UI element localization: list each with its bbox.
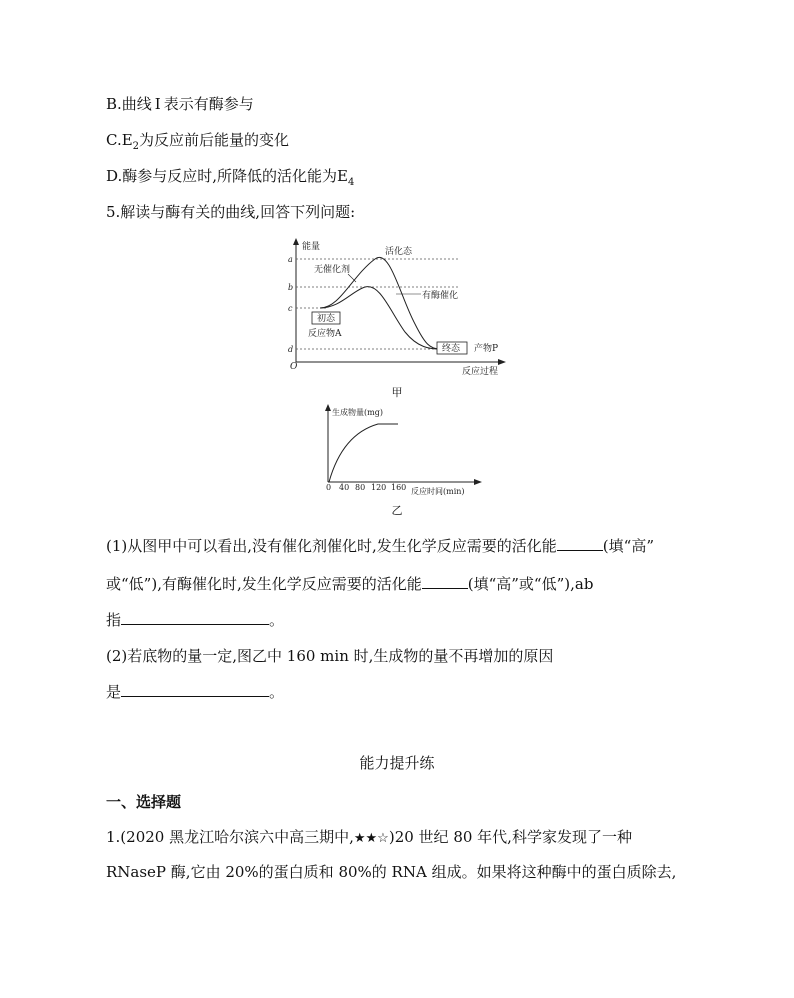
answer-blank-4[interactable] bbox=[121, 682, 269, 697]
difficulty-stars: ★★☆ bbox=[353, 831, 389, 846]
label-active: 活化态 bbox=[385, 247, 413, 257]
question-1-line2: 或“低”),有酶催化时,发生化学反应需要的活化能 (填“高”或“低”),ab bbox=[106, 575, 594, 593]
answer-blank-1[interactable] bbox=[557, 536, 603, 551]
label-enzyme: 有酶催化 bbox=[422, 291, 459, 301]
roman-numeral: Ⅰ bbox=[154, 95, 161, 113]
product-time-chart bbox=[318, 402, 488, 496]
answer-blank-3[interactable] bbox=[121, 610, 269, 625]
x-axis-arrow bbox=[474, 479, 482, 485]
level-d: d bbox=[288, 345, 294, 354]
caption-jia: 甲 bbox=[391, 386, 403, 399]
y-axis-label: 能量 bbox=[302, 242, 321, 252]
option-d: D.酶参与反应时,所降低的活化能为$E_4$ bbox=[106, 167, 355, 188]
x-tick-160: 160 bbox=[391, 483, 407, 492]
label-no-catalyst: 无催化剂 bbox=[314, 265, 351, 275]
option-b: B.曲线 Ⅰ 表示有酶参与 bbox=[106, 95, 254, 113]
x-axis-label: 反应时间(min) bbox=[411, 487, 465, 496]
y-axis-arrow bbox=[325, 404, 331, 411]
question-2-line2: 是 。 bbox=[106, 683, 285, 701]
x-tick-40: 40 bbox=[339, 483, 350, 492]
question-5: 5.解读与酶有关的曲线,回答下列问题: bbox=[106, 203, 356, 221]
label-initial: 初态 bbox=[317, 314, 336, 324]
question-1-line3: 指 。 bbox=[106, 611, 285, 629]
x-tick-120: 120 bbox=[371, 483, 387, 492]
problem-1-line1: 1.(2020 黑龙江哈尔滨六中高三期中,★★☆)20 世纪 80 年代,科学家发现了一种 bbox=[106, 828, 632, 846]
problem-1-line2: RNaseP 酶,它由 20%的蛋白质和 80%的 RNA 组成。如果将这种酶中的蛋白质除去, bbox=[106, 863, 677, 881]
level-c: c bbox=[288, 304, 293, 313]
label-final: 终态 bbox=[442, 344, 461, 354]
origin-label: O bbox=[290, 362, 298, 372]
level-a: a bbox=[288, 255, 293, 264]
question-2-line1: (2)若底物的量一定,图乙中 160 min 时,生成物的量不再增加的原因 bbox=[106, 647, 554, 665]
level-b: b bbox=[288, 283, 294, 292]
x-axis-label: 反应过程 bbox=[462, 367, 499, 376]
label-product: 产物P bbox=[474, 344, 499, 354]
product-curve bbox=[329, 424, 398, 482]
answer-blank-2[interactable] bbox=[422, 574, 468, 589]
caption-yi: 乙 bbox=[391, 504, 403, 517]
energy-diagram bbox=[280, 236, 520, 376]
x-tick-0: 0 bbox=[326, 483, 332, 492]
question-1-line1: (1)从图甲中可以看出,没有催化剂催化时,发生化学反应需要的活化能 (填“高” bbox=[106, 537, 654, 555]
y-axis-arrow bbox=[293, 238, 299, 245]
part-one-heading: 一、选择题 bbox=[106, 793, 182, 811]
option-c: $C.E_2$为反应前后能量的变化 bbox=[106, 131, 290, 152]
section-title: 能力提升练 bbox=[359, 754, 435, 772]
x-axis-arrow bbox=[498, 359, 506, 365]
label-reactant: 反应物A bbox=[308, 329, 342, 339]
x-tick-80: 80 bbox=[355, 483, 366, 492]
y-axis-label: 生成物量(mg) bbox=[332, 408, 383, 417]
